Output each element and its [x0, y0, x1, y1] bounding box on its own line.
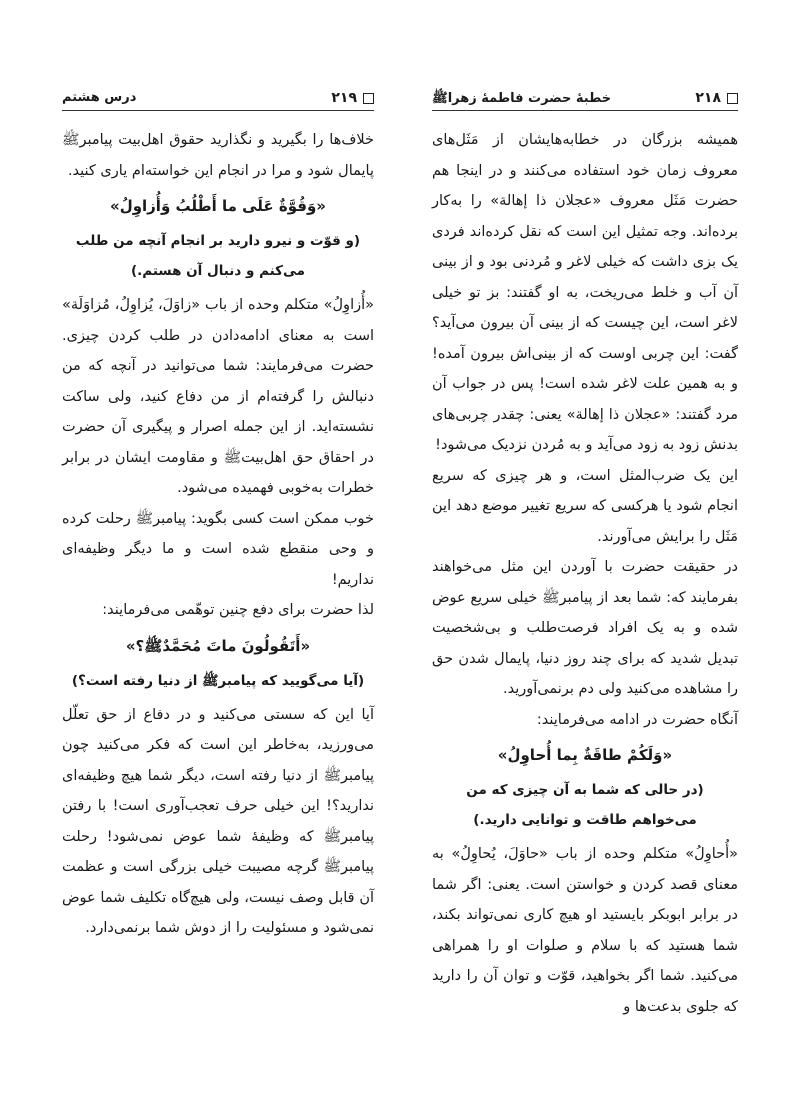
- arabic-verse: «أَتَقُولُونَ ماتَ مُحَمَّدٌﷺ؟»: [125, 636, 311, 655]
- page-number: ۲۱۹: [331, 90, 374, 106]
- arabic-verse: «وَلَكُمْ طاقَةٌ بِما أُحاوِلُ»: [497, 746, 673, 764]
- paragraph: آیا این که سستی می‌کنید و در دفاع از حق تعلّل می‌ورزید، به‌خاطر این است که فکر می‌کنید چون پیامبرﷺ از دنیا رفته است، دیگر شما هیچ وظیفه‌ای ندارید؟! این خیلی حرف تعجب‌آوری است! با رفتن پیامبرﷺ که وظیفهٔ شما عوض نمی‌شود! رحلت پیامبرﷺ گرچه مصیبت خیلی بزرگی است و عظمت آن قابل وصف نیست، ولی هیچ‌گاه تکلیف شما عوض نمی‌شود و مسئولیت را از دوش شما برنمی‌دارد.: [62, 706, 374, 936]
- paragraph: آنگاه حضرت در ادامه می‌فرمایند:: [536, 711, 738, 728]
- page-header: [432, 88, 738, 111]
- running-title: درس هشتم: [62, 90, 137, 105]
- paragraph: «أُحاوِلُ» متکلم وحده از باب «حاوَلَ، یُحاوِلُ» به معنای قصد کردن و خواستن است. یعنی: اگر شما در برابر ابوبکر بایستید او هیچ کاری نمی‌تواند بکند، شما هستید که با سلام و صلوات او را همراهی می‌کنید. شما اگر بخواهید، قوّت و توان آن را دارید که جلوی بدعت‌ها و: [432, 846, 738, 1015]
- paragraph: خلاف‌ها را بگیرید و نگذارید حقوق اهل‌بیت پیامبرﷺ پایمال شود و مرا در انجام این خواسته‌ام یاری کنید.: [62, 132, 374, 179]
- paragraph: همیشه بزرگان در خطابه‌هایشان از مَثَل‌های معروف زمان خود استفاده می‌کنند و در اینجا هم حضرت مَثَل معروف «عجلان ذا إهالة» را به‌کار برده‌اند. وجه تمثیل این است که نقل کرده‌اند فردی یک بزی داشت که خیلی لاغر و مُردنی بود و از بینی آن آب و خلط می‌ریخت، به او گفتند: بز تو خیلی لاغر است، این چیست که از بینی آن بیرون می‌آید؟ گفت: این چربی اوست که از بینی‌اش بیرون آمده! و به همین علت لاغر شده است! پس در جواب آن مرد گفتند: «عجلان ذا إهالة» یعنی: چقدر چربی‌های بدنش زود به زود می‌آید و به مُردن نزدیک می‌شود!: [432, 132, 738, 453]
- paragraph: خوب ممکن است کسی بگوید: پیامبرﷺ رحلت کرده و وحی منقطع شده است و ما دیگر وظیفه‌ای نداریم!: [62, 510, 374, 588]
- verse-translation: (در حالی که شما به آن چیزی که من می‌خواهم طاقت و توانایی دارید.): [466, 782, 704, 828]
- paragraph: این یک ضرب‌المثل است، و هر چیزی که سریع انجام شود یا هرکسی که سریع تغییر موضع دهد این مَثَل را برایش می‌آورند.: [432, 467, 738, 545]
- paragraph: در حقیقت حضرت با آوردن این مثل می‌خواهند بفرمایند که: شما بعد از پیامبرﷺ خیلی سریع عوض شده و به یک افراد فرصت‌طلب و بی‌شخصیت تبدیل شدید که برای چند روز دنیا، پایمال شدن حق را مشاهده می‌کنید ولی دم برنمی‌آورید.: [432, 559, 738, 697]
- arabic-verse: «وَقُوَّةٌ عَلَى ما أَطْلُبُ وَأُزاوِلُ»: [110, 197, 326, 215]
- running-title: خطبهٔ حضرت فاطمهٔ زهراﷺ: [432, 91, 612, 106]
- paragraph: «أُزاوِلُ» متکلم وحده از باب «زاوَلَ، یُزاوِلُ، مُزاوَلَة» است به معنای ادامه‌دادن در طلب کردن چیزی. حضرت می‌فرمایند: شما می‌توانید در آنچه که من دنبالش را گرفته‌ام از من دفاع کنید، ولی ساکت نشسته‌اید. از این جمله اصرار و پیگیری آن حضرت در احقاق حق اهل‌بیتﷺ و مقاومت ایشان در برابر خطرات به‌خوبی فهمیده می‌شود.: [62, 297, 374, 496]
- square-icon: [363, 93, 374, 104]
- page-number: ۲۱۸: [695, 90, 738, 106]
- paragraph: لذا حضرت برای دفع چنین توهّمی می‌فرمایند:: [102, 602, 374, 618]
- verse-translation: (و قوّت و نیرو دارید بر انجام آنچه من طلب می‌کنم و دنبال آن هستم.): [75, 233, 361, 279]
- square-icon: [727, 93, 738, 104]
- left-page: [62, 88, 374, 1068]
- right-page: [432, 88, 738, 1068]
- page-header: [62, 88, 374, 111]
- verse-translation: (آیا می‌گویید که پیامبرﷺ از دنیا رفته است؟): [71, 672, 365, 689]
